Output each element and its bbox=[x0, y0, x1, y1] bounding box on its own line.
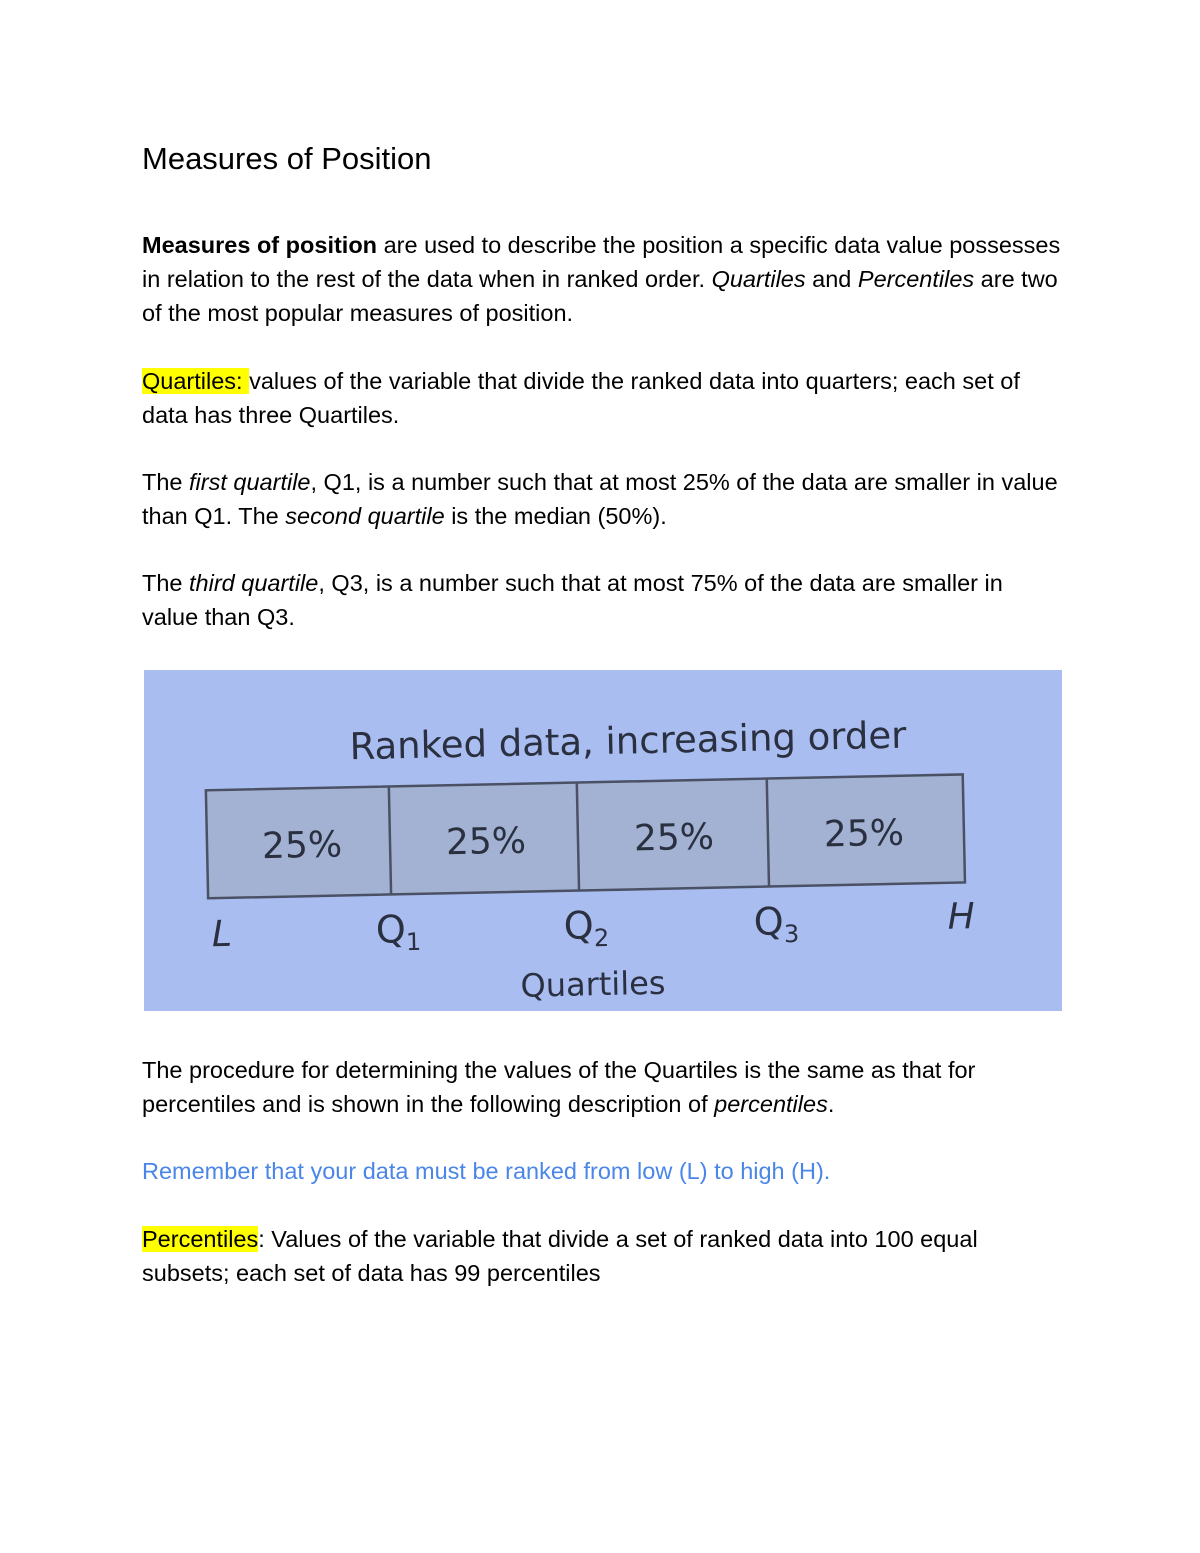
fq-pre: The bbox=[142, 469, 190, 495]
marker-q1 bbox=[375, 907, 421, 957]
tq-pre: The bbox=[142, 570, 190, 596]
percentiles-italic-term: percentiles bbox=[714, 1091, 828, 1117]
page-title: Measures of Position bbox=[142, 141, 432, 176]
intro-text-2: are two of the most popular measures of position. bbox=[142, 266, 1058, 326]
q1-letter: Q bbox=[375, 907, 407, 952]
fq-mid: , Q1, is a number such that at most 25% of the data are smaller in value than Q1. The bbox=[142, 469, 1058, 529]
percentiles-definition bbox=[142, 1222, 1062, 1290]
q2-subscript: 2 bbox=[593, 923, 610, 953]
quartiles-figure bbox=[144, 670, 1062, 1011]
quartiles-definition bbox=[142, 364, 1062, 432]
procedure-paragraph bbox=[142, 1053, 1062, 1121]
first-quartile-paragraph bbox=[142, 465, 1062, 533]
marker-low: L bbox=[211, 913, 233, 956]
quartiles-definition-text: values of the variable that divide the ranked data into quarters; each set of data has three Quartiles. bbox=[142, 368, 1020, 428]
q1-subscript: 1 bbox=[405, 927, 422, 957]
procedure-text: The procedure for determining the values of the Quartiles is the same as that for percentiles and is shown in the following description of bbox=[142, 1057, 976, 1117]
intro-and: and bbox=[805, 266, 858, 292]
tq-post: , Q3, is a number such that at most 75% of the data are smaller in value than Q3. bbox=[142, 570, 1003, 630]
third-quartile-paragraph bbox=[142, 566, 1062, 634]
q3-subscript: 3 bbox=[783, 919, 800, 949]
marker-q2 bbox=[563, 903, 609, 953]
fq-post: is the median (50%). bbox=[444, 503, 667, 529]
marker-q3 bbox=[753, 899, 799, 949]
figure-heading: Ranked data, increasing order bbox=[349, 713, 907, 769]
quartiles-diagram bbox=[144, 670, 1062, 1011]
percentiles-label-highlight: Percentiles bbox=[142, 1226, 259, 1252]
marker-high: H bbox=[947, 896, 976, 938]
segment-2-label: 25% bbox=[445, 820, 527, 864]
intro-paragraph bbox=[142, 228, 1062, 330]
segment-1-label: 25% bbox=[261, 824, 343, 868]
segment-4-label: 25% bbox=[823, 812, 905, 856]
second-quartile-term: second quartile bbox=[285, 503, 445, 529]
percentiles-definition-text: : Values of the variable that divide a set of ranked data into 100 equal subsets; each set of data has 99 percentiles bbox=[142, 1226, 978, 1286]
segment-3-label: 25% bbox=[633, 816, 715, 860]
intro-text-1: are used to describe the position a specific data value possesses in relation to the rest of the data when in ranked order. bbox=[142, 232, 1061, 292]
first-quartile-term: first quartile bbox=[189, 469, 311, 495]
q2-letter: Q bbox=[563, 903, 595, 948]
reminder-note: Remember that your data must be ranked from low (L) to high (H). bbox=[142, 1158, 831, 1184]
figure-caption: Quartiles bbox=[520, 963, 666, 1005]
quartiles-term: Quartiles bbox=[711, 266, 806, 292]
procedure-end: . bbox=[827, 1091, 835, 1117]
measures-of-position-term: Measures of position bbox=[142, 232, 378, 258]
quartiles-label-highlight: Quartiles: bbox=[142, 368, 250, 394]
q3-letter: Q bbox=[753, 899, 785, 944]
third-quartile-term: third quartile bbox=[189, 570, 319, 596]
percentiles-term: Percentiles bbox=[857, 266, 975, 292]
